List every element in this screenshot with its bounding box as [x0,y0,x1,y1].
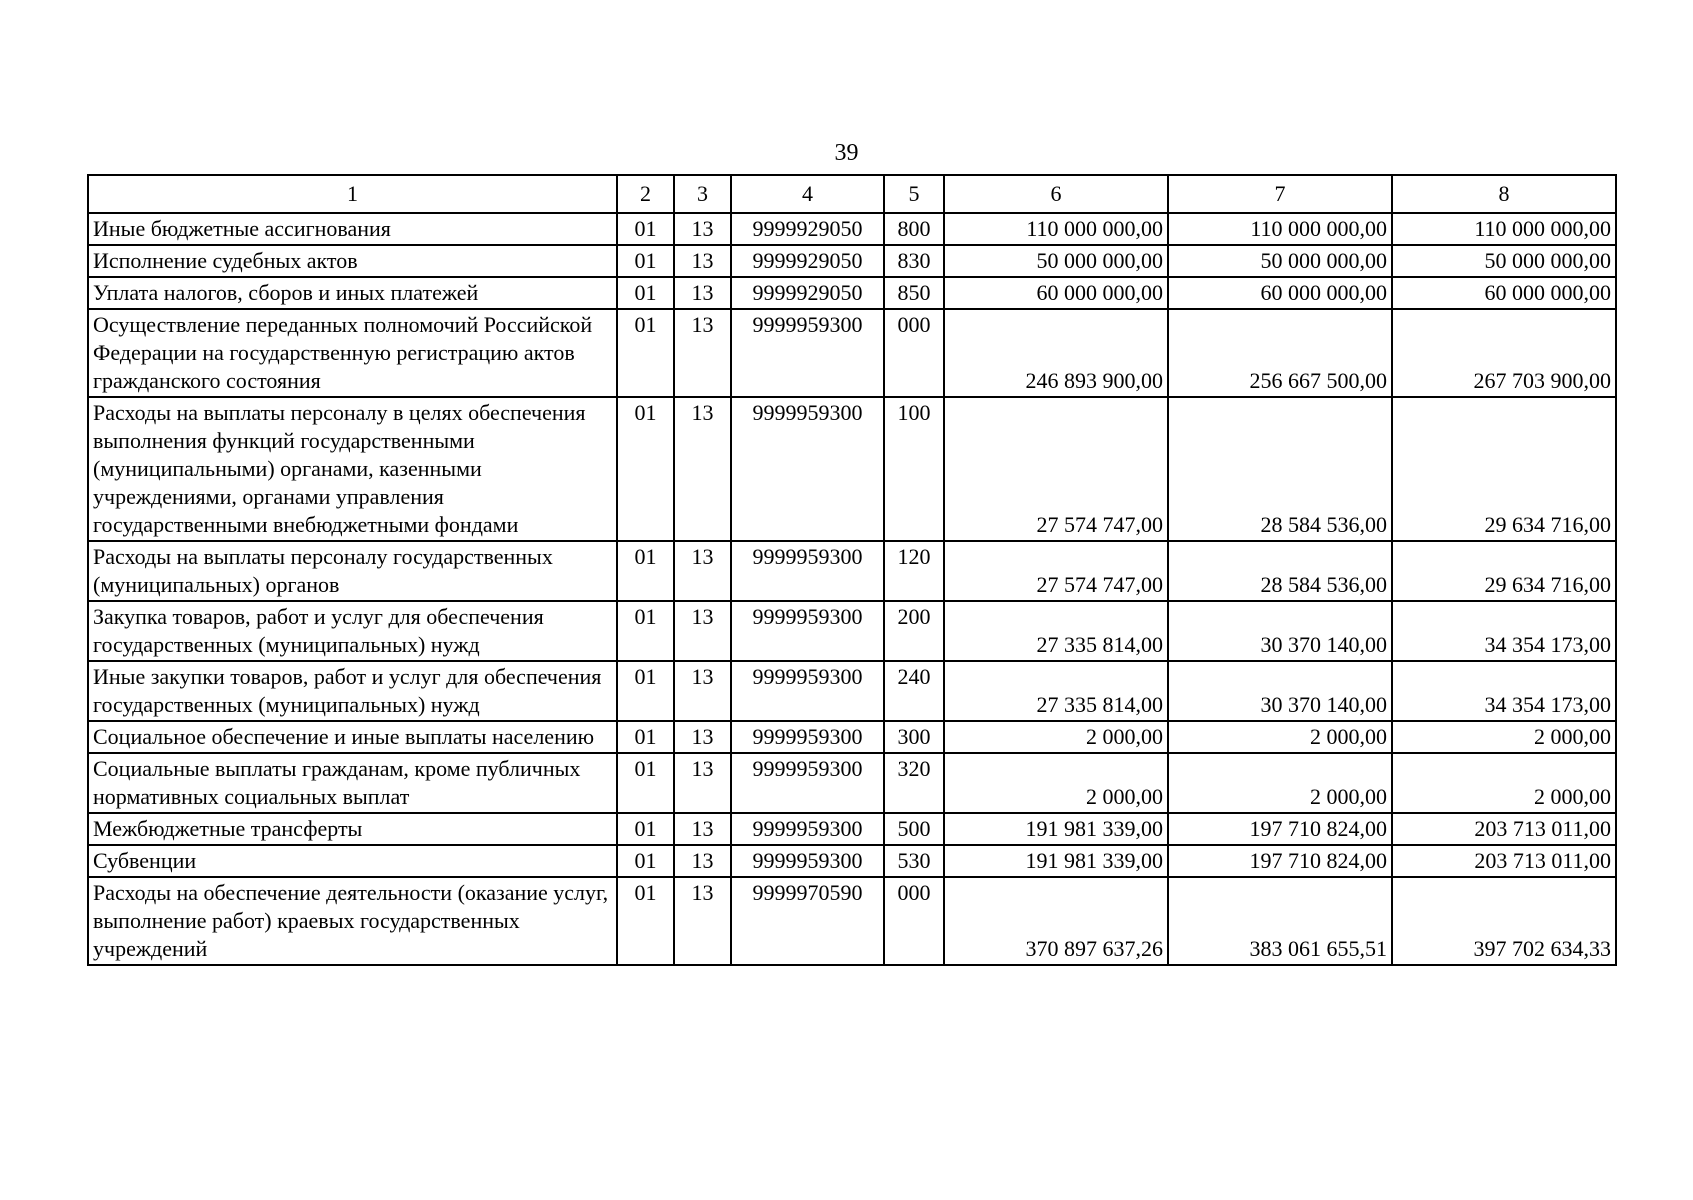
section-code: 01 [617,721,674,753]
amount-col-6: 27 335 814,00 [944,601,1168,661]
column-header: 3 [674,175,731,213]
amount-col-8: 267 703 900,00 [1392,309,1616,397]
target-article-code: 9999929050 [731,245,884,277]
subsection-code: 13 [674,753,731,813]
column-header: 4 [731,175,884,213]
expense-type-code: 000 [884,877,944,965]
section-code: 01 [617,601,674,661]
target-article-code: 9999959300 [731,309,884,397]
subsection-code: 13 [674,309,731,397]
section-code: 01 [617,753,674,813]
subsection-code: 13 [674,877,731,965]
expense-type-code: 100 [884,397,944,541]
expense-name: Субвенции [88,845,617,877]
amount-col-7: 28 584 536,00 [1168,397,1392,541]
table-row [88,845,1616,877]
expense-name: Социальное обеспечение и иные выплаты населению [88,721,617,753]
amount-col-8: 34 354 173,00 [1392,661,1616,721]
amount-col-7: 30 370 140,00 [1168,601,1392,661]
expense-type-code: 850 [884,277,944,309]
expense-name: Расходы на выплаты персоналу государственных (муниципальных) органов [88,541,617,601]
expense-type-code: 200 [884,601,944,661]
expense-type-code: 800 [884,213,944,245]
expense-type-code: 320 [884,753,944,813]
subsection-code: 13 [674,845,731,877]
amount-col-6: 2 000,00 [944,721,1168,753]
table-row [88,661,1616,721]
amount-col-7: 50 000 000,00 [1168,245,1392,277]
expense-type-code: 500 [884,813,944,845]
table-row [88,309,1616,397]
section-code: 01 [617,309,674,397]
expense-type-code: 300 [884,721,944,753]
table-row [88,277,1616,309]
section-code: 01 [617,845,674,877]
table-row [88,213,1616,245]
target-article-code: 9999959300 [731,661,884,721]
section-code: 01 [617,213,674,245]
amount-col-8: 397 702 634,33 [1392,877,1616,965]
expense-name: Иные закупки товаров, работ и услуг для обеспечения государственных (муниципальных) нужд [88,661,617,721]
section-code: 01 [617,877,674,965]
expense-type-code: 530 [884,845,944,877]
amount-col-7: 256 667 500,00 [1168,309,1392,397]
target-article-code: 9999959300 [731,541,884,601]
expense-name: Расходы на выплаты персоналу в целях обеспечения выполнения функций государственными (муниципальными) органами, казенными учреждениями, органами управления государственными внебюджетными фондами [88,397,617,541]
amount-col-7: 2 000,00 [1168,721,1392,753]
amount-col-8: 29 634 716,00 [1392,397,1616,541]
subsection-code: 13 [674,397,731,541]
amount-col-6: 370 897 637,26 [944,877,1168,965]
table-row [88,601,1616,661]
amount-col-6: 27 574 747,00 [944,541,1168,601]
target-article-code: 9999959300 [731,397,884,541]
table-row [88,877,1616,965]
target-article-code: 9999959300 [731,813,884,845]
amount-col-8: 110 000 000,00 [1392,213,1616,245]
amount-col-7: 383 061 655,51 [1168,877,1392,965]
column-header: 7 [1168,175,1392,213]
amount-col-6: 191 981 339,00 [944,813,1168,845]
target-article-code: 9999959300 [731,845,884,877]
expense-type-code: 000 [884,309,944,397]
amount-col-7: 2 000,00 [1168,753,1392,813]
amount-col-7: 28 584 536,00 [1168,541,1392,601]
amount-col-6: 2 000,00 [944,753,1168,813]
amount-col-8: 203 713 011,00 [1392,813,1616,845]
amount-col-8: 60 000 000,00 [1392,277,1616,309]
table-row [88,721,1616,753]
amount-col-7: 197 710 824,00 [1168,845,1392,877]
amount-col-8: 29 634 716,00 [1392,541,1616,601]
amount-col-8: 34 354 173,00 [1392,601,1616,661]
amount-col-6: 27 574 747,00 [944,397,1168,541]
expense-name: Расходы на обеспечение деятельности (оказание услуг, выполнение работ) краевых государственных учреждений [88,877,617,965]
amount-col-8: 2 000,00 [1392,721,1616,753]
column-header: 2 [617,175,674,213]
amount-col-7: 60 000 000,00 [1168,277,1392,309]
target-article-code: 9999959300 [731,721,884,753]
column-header: 6 [944,175,1168,213]
table-header-row [88,175,1616,213]
amount-col-6: 27 335 814,00 [944,661,1168,721]
section-code: 01 [617,245,674,277]
subsection-code: 13 [674,601,731,661]
amount-col-8: 2 000,00 [1392,753,1616,813]
expense-type-code: 240 [884,661,944,721]
table-row [88,245,1616,277]
column-header: 1 [88,175,617,213]
expense-name: Социальные выплаты гражданам, кроме публичных нормативных социальных выплат [88,753,617,813]
amount-col-7: 110 000 000,00 [1168,213,1392,245]
section-code: 01 [617,661,674,721]
table-row [88,753,1616,813]
subsection-code: 13 [674,245,731,277]
subsection-code: 13 [674,277,731,309]
amount-col-7: 30 370 140,00 [1168,661,1392,721]
expense-name: Межбюджетные трансферты [88,813,617,845]
section-code: 01 [617,277,674,309]
amount-col-6: 191 981 339,00 [944,845,1168,877]
expense-name: Иные бюджетные ассигнования [88,213,617,245]
subsection-code: 13 [674,213,731,245]
table-row [88,397,1616,541]
amount-col-6: 110 000 000,00 [944,213,1168,245]
subsection-code: 13 [674,661,731,721]
column-header: 5 [884,175,944,213]
section-code: 01 [617,397,674,541]
budget-table [87,174,1617,966]
section-code: 01 [617,813,674,845]
column-header: 8 [1392,175,1616,213]
amount-col-6: 50 000 000,00 [944,245,1168,277]
target-article-code: 9999959300 [731,753,884,813]
target-article-code: 9999929050 [731,213,884,245]
expense-type-code: 120 [884,541,944,601]
expense-name: Закупка товаров, работ и услуг для обеспечения государственных (муниципальных) нужд [88,601,617,661]
amount-col-7: 197 710 824,00 [1168,813,1392,845]
target-article-code: 9999970590 [731,877,884,965]
expense-type-code: 830 [884,245,944,277]
subsection-code: 13 [674,721,731,753]
expense-name: Уплата налогов, сборов и иных платежей [88,277,617,309]
amount-col-6: 246 893 900,00 [944,309,1168,397]
table-row [88,541,1616,601]
page-number: 39 [834,140,859,166]
expense-name: Исполнение судебных актов [88,245,617,277]
expense-name: Осуществление переданных полномочий Российской Федерации на государственную регистрацию актов гражданского состояния [88,309,617,397]
table-row [88,813,1616,845]
target-article-code: 9999959300 [731,601,884,661]
subsection-code: 13 [674,813,731,845]
amount-col-8: 203 713 011,00 [1392,845,1616,877]
target-article-code: 9999929050 [731,277,884,309]
section-code: 01 [617,541,674,601]
subsection-code: 13 [674,541,731,601]
amount-col-6: 60 000 000,00 [944,277,1168,309]
amount-col-8: 50 000 000,00 [1392,245,1616,277]
